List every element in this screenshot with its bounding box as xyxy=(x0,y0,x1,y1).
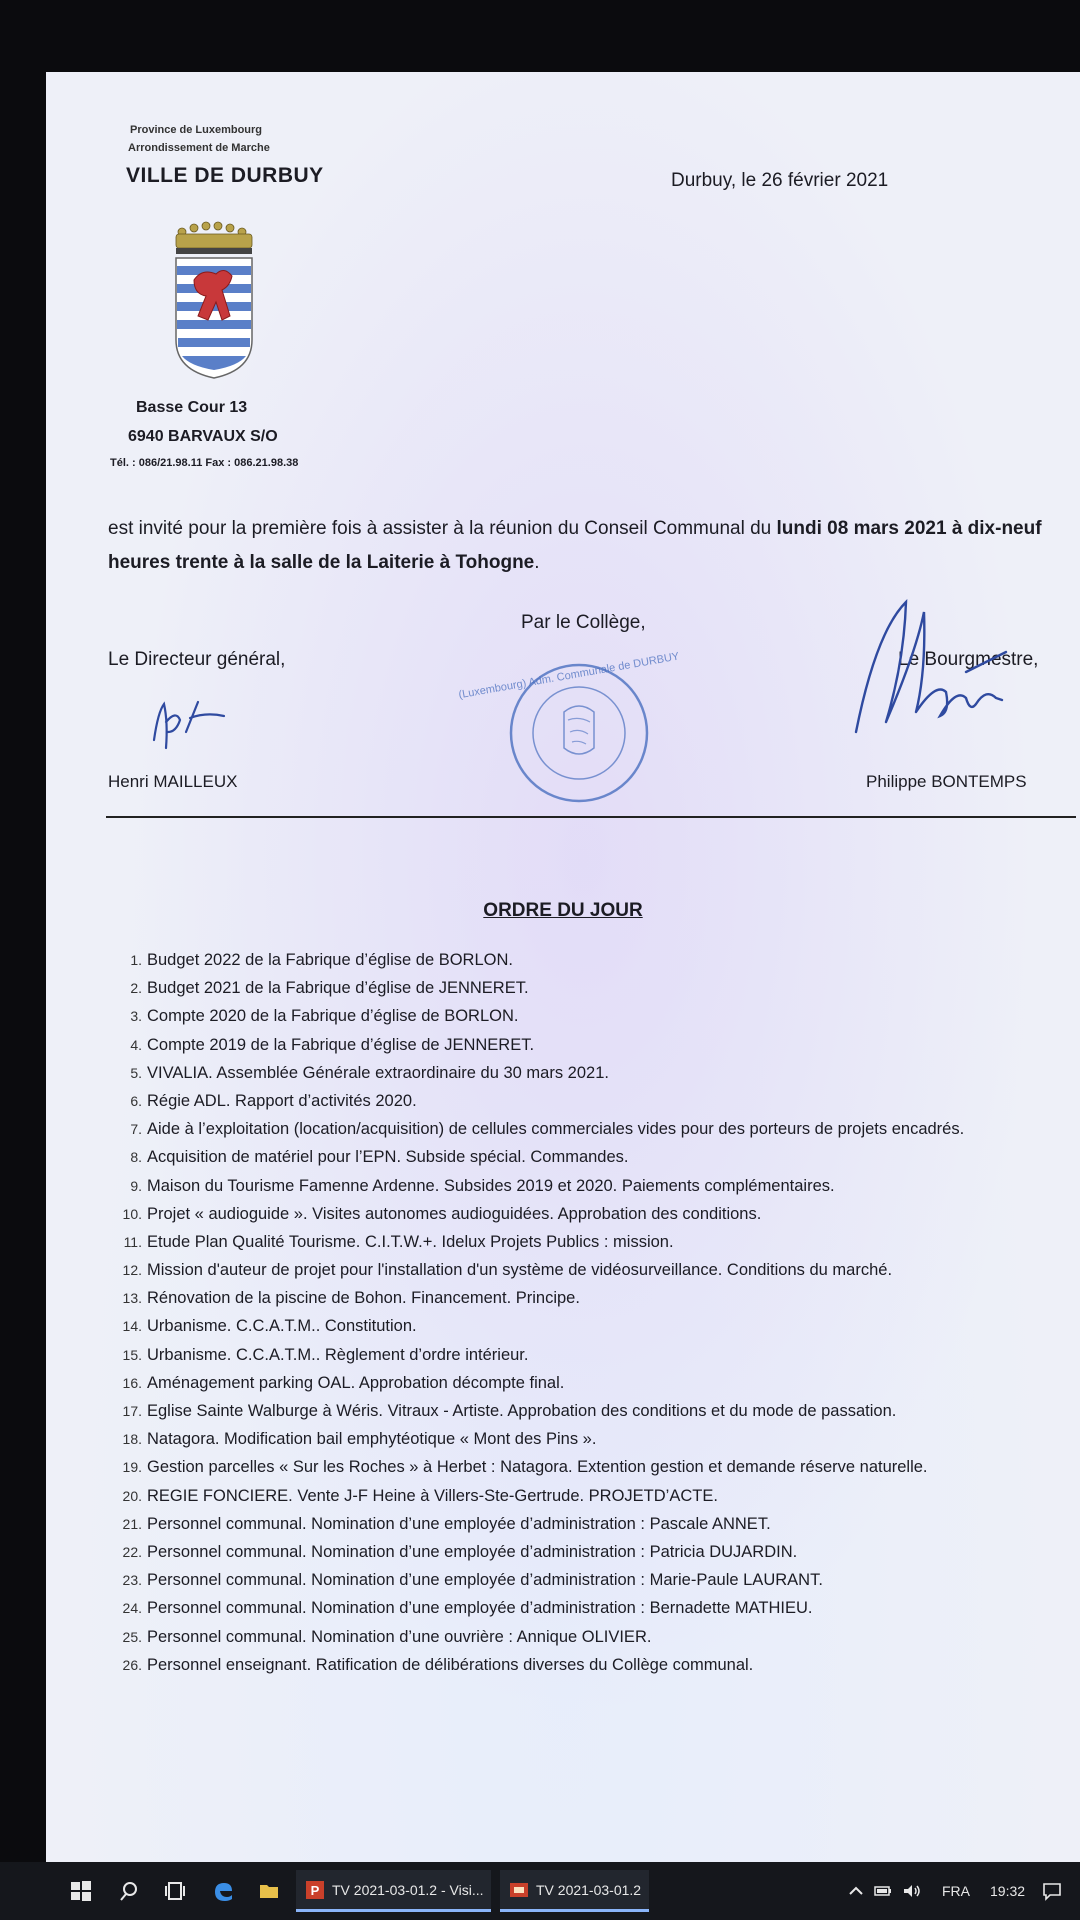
invitation-end: . xyxy=(534,552,540,573)
taskbar-app-viewer[interactable] xyxy=(296,1870,491,1912)
agenda-item-number: 26. xyxy=(122,1656,142,1673)
agenda-item-number: 1. xyxy=(130,952,142,968)
agenda-item-number: 10. xyxy=(122,1205,142,1222)
start-button[interactable] xyxy=(70,1862,92,1920)
volume-button[interactable] xyxy=(902,1862,922,1920)
directeur-name: Henri MAILLEUX xyxy=(108,772,238,791)
task-view-button[interactable] xyxy=(164,1862,186,1920)
agenda-item-number: 4. xyxy=(130,1036,142,1053)
agenda-item xyxy=(106,1143,964,1171)
speaker-icon xyxy=(902,1883,922,1899)
agenda-item-text: Compte 2019 de la Fabrique d’église de JENNERET. xyxy=(147,1035,535,1054)
agenda-item xyxy=(106,1284,964,1312)
invitation-bold-text: lundi 08 mars 2021 à dix-neuf heures trente à la salle de la Laiterie à Tohogne xyxy=(108,518,1042,573)
agenda-item-text: Gestion parcelles « Sur les Roches » à Herbet : Natagora. Extention gestion et demande réserve naturelle. xyxy=(147,1458,928,1477)
taskbar-app-presentation[interactable] xyxy=(500,1870,649,1912)
agenda-item-text: Projet « audioguide ». Visites autonomes audioguidées. Approbation des conditions. xyxy=(147,1204,762,1223)
agenda-item-number: 13. xyxy=(122,1290,142,1307)
agenda-item-number: 2. xyxy=(130,980,142,997)
agenda-item-number: 21. xyxy=(122,1515,142,1532)
edge-button[interactable] xyxy=(212,1862,234,1920)
province-label: Province de Luxembourg xyxy=(130,124,263,136)
agenda-item-text: Personnel communal. Nomination d’une employée d’administration : Pascale ANNET. xyxy=(147,1514,771,1533)
agenda-item-number: 24. xyxy=(122,1600,142,1617)
agenda-item-number: 3. xyxy=(130,1008,142,1025)
agenda-item-text: Personnel enseignant. Ratification de délibérations diverses du Collège communal. xyxy=(147,1655,754,1674)
agenda-item-number: 9. xyxy=(130,1177,142,1194)
chevron-up-icon xyxy=(848,1883,864,1899)
windows-icon xyxy=(70,1880,92,1902)
letter-date: Durbuy, le 26 février 2021 xyxy=(671,170,889,191)
agenda-item xyxy=(106,974,964,1002)
agenda-item xyxy=(106,1482,964,1510)
agenda-item-number: 11. xyxy=(123,1233,142,1250)
agenda-item xyxy=(106,1510,964,1538)
agenda-item-text: Aide à l’exploitation (location/acquisition) de cellules commerciales vides pour des porteurs de projets encadrés. xyxy=(147,1120,965,1139)
agenda-item-text: Urbanisme. C.C.A.T.M.. Constitution. xyxy=(147,1317,417,1336)
agenda-item-number: 12. xyxy=(122,1262,142,1279)
agenda-item xyxy=(106,1594,964,1622)
durbuy-coat-of-arms-icon xyxy=(172,220,258,380)
battery-status[interactable] xyxy=(874,1862,892,1920)
svg-text:P: P xyxy=(310,1882,320,1898)
agenda-item-number: 7. xyxy=(130,1121,142,1138)
battery-icon xyxy=(874,1883,892,1899)
bourgmestre-name: Philippe BONTEMPS xyxy=(866,772,1027,791)
agenda-item xyxy=(106,1425,964,1453)
agenda-item xyxy=(106,946,964,974)
agenda-item-text: Mission d'auteur de projet pour l'installation d'un système de vidéosurveillance. Conditions du marché. xyxy=(147,1261,893,1280)
agenda-item-text: Eglise Sainte Walburge à Wéris. Vitraux - Artiste. Approbation des conditions et du mode de passation. xyxy=(147,1402,897,1420)
agenda-item xyxy=(106,1256,964,1284)
separator-line xyxy=(106,816,1076,818)
agenda-item-number: 8. xyxy=(130,1149,142,1166)
agenda-item-text: Budget 2022 de la Fabrique d’église de BORLON. xyxy=(147,951,513,969)
taskbar-app-viewer-label: TV 2021-03-01.2 - Visi... xyxy=(332,1881,484,1898)
invitation-paragraph xyxy=(108,512,1074,580)
file-explorer-button[interactable] xyxy=(258,1862,280,1920)
agenda-item-number: 19. xyxy=(122,1459,142,1476)
agenda-item-text: Compte 2020 de la Fabrique d’église de BORLON. xyxy=(147,1007,519,1026)
agenda-item-number: 6. xyxy=(130,1092,142,1109)
agenda-item-number: 25. xyxy=(122,1628,142,1645)
search-icon xyxy=(118,1880,140,1902)
language-indicator[interactable]: FRA xyxy=(942,1883,970,1899)
agenda-item xyxy=(106,1115,964,1143)
edge-browser-icon xyxy=(212,1880,234,1902)
agenda-item-text: Personnel communal. Nomination d’une employée d’administration : Patricia DUJARDIN. xyxy=(147,1542,798,1561)
agenda-title: ORDRE DU JOUR xyxy=(483,900,643,921)
agenda-item-number: 5. xyxy=(130,1064,142,1081)
invitation-text: est invité pour la première fois à assister à la réunion du Conseil Communal du xyxy=(108,518,777,539)
agenda-item-text: Natagora. Modification bail emphytéotique « Mont des Pins ». xyxy=(147,1430,597,1449)
city-name: VILLE DE DURBUY xyxy=(126,164,324,187)
folder-icon xyxy=(258,1880,280,1902)
slideshow-app-icon xyxy=(508,1879,530,1901)
phone-fax: Tél. : 086/21.98.11 Fax : 086.21.98.38 xyxy=(110,457,299,469)
agenda-item-text: Acquisition de matériel pour l’EPN. Subside spécial. Commandes. xyxy=(147,1148,629,1167)
arrondissement-label: Arrondissement de Marche xyxy=(128,142,270,154)
agenda-item-number: 14. xyxy=(122,1318,142,1335)
agenda-item-number: 18. xyxy=(122,1431,142,1448)
notification-icon xyxy=(1042,1881,1062,1901)
agenda-item xyxy=(106,1341,964,1369)
agenda-item xyxy=(106,1397,964,1425)
agenda-item-number: 16. xyxy=(122,1374,142,1391)
stamp-text: (Luxembourg) Adm. Communale de DURBUY xyxy=(457,650,681,702)
address-street: Basse Cour 13 xyxy=(136,399,248,416)
taskbar xyxy=(0,1862,1080,1920)
agenda-item-text: Personnel communal. Nomination d’une ouvrière : Annique OLIVIER. xyxy=(147,1627,652,1646)
agenda-item-text: Personnel communal. Nomination d’une employée d’administration : Bernadette MATHIEU. xyxy=(147,1599,813,1618)
agenda-item-text: Urbanisme. C.C.A.T.M.. Règlement d’ordre intérieur. xyxy=(147,1345,529,1364)
official-stamp-icon xyxy=(457,650,681,806)
directeur-label: Le Directeur général, xyxy=(108,649,286,670)
agenda-item-number: 23. xyxy=(122,1572,142,1589)
agenda-item-text: Personnel communal. Nomination d’une employée d’administration : Marie-Paule LAURANT. xyxy=(147,1571,823,1590)
notifications-button[interactable] xyxy=(1042,1862,1062,1920)
letter-page xyxy=(46,72,1080,1862)
agenda-list xyxy=(106,946,964,1679)
agenda-item-text: Etude Plan Qualité Tourisme. C.I.T.W.+. Idelux Projets Publics : mission. xyxy=(147,1232,674,1251)
agenda-item xyxy=(106,1538,964,1566)
agenda-item xyxy=(106,1651,964,1679)
agenda-item xyxy=(106,1002,964,1030)
agenda-item-text: Aménagement parking OAL. Approbation décompte final. xyxy=(147,1373,565,1392)
agenda-item-number: 15. xyxy=(122,1346,142,1363)
agenda-item xyxy=(106,1453,964,1481)
agenda-item-number: 20. xyxy=(122,1487,142,1504)
bourgmestre-label: Le Bourgmestre, xyxy=(898,649,1039,670)
agenda-item xyxy=(106,1059,964,1087)
address-city: 6940 BARVAUX S/O xyxy=(128,428,278,445)
agenda-item-text: REGIE FONCIERE. Vente J-F Heine à Villers-Ste-Gertrude. PROJETD’ACTE. xyxy=(147,1486,718,1505)
search-button[interactable] xyxy=(118,1862,140,1920)
agenda-item xyxy=(106,1200,964,1228)
agenda-item-number: 17. xyxy=(122,1403,142,1419)
agenda-item xyxy=(106,1087,964,1115)
agenda-item-text: VIVALIA. Assemblée Générale extraordinaire du 30 mars 2021. xyxy=(147,1063,609,1082)
agenda-item-text: Rénovation de la piscine de Bohon. Financement. Principe. xyxy=(147,1289,580,1308)
agenda-item-text: Régie ADL. Rapport d’activités 2020. xyxy=(147,1091,417,1110)
par-le-college: Par le Collège, xyxy=(521,612,646,633)
agenda-item xyxy=(106,1312,964,1340)
agenda-item xyxy=(106,1369,964,1397)
agenda-item-text: Maison du Tourisme Famenne Ardenne. Subsides 2019 et 2020. Paiements complémentaires. xyxy=(147,1176,835,1195)
directeur-signature-icon xyxy=(146,692,236,752)
agenda-item-number: 22. xyxy=(122,1543,142,1560)
show-hidden-icons-button[interactable] xyxy=(848,1862,864,1920)
agenda-item xyxy=(106,1623,964,1651)
agenda-item xyxy=(106,1566,964,1594)
presentation-app-icon xyxy=(304,1879,326,1901)
bourgmestre-signature-icon xyxy=(846,592,1026,742)
agenda-item xyxy=(106,1031,964,1059)
agenda-item-text: Budget 2021 de la Fabrique d’église de JENNERET. xyxy=(147,979,529,998)
task-view-icon xyxy=(164,1880,186,1902)
agenda-item xyxy=(106,1172,964,1200)
agenda-item xyxy=(106,1228,964,1256)
taskbar-app-presentation-label: TV 2021-03-01.2 xyxy=(536,1881,642,1898)
clock[interactable]: 19:32 xyxy=(990,1883,1026,1899)
